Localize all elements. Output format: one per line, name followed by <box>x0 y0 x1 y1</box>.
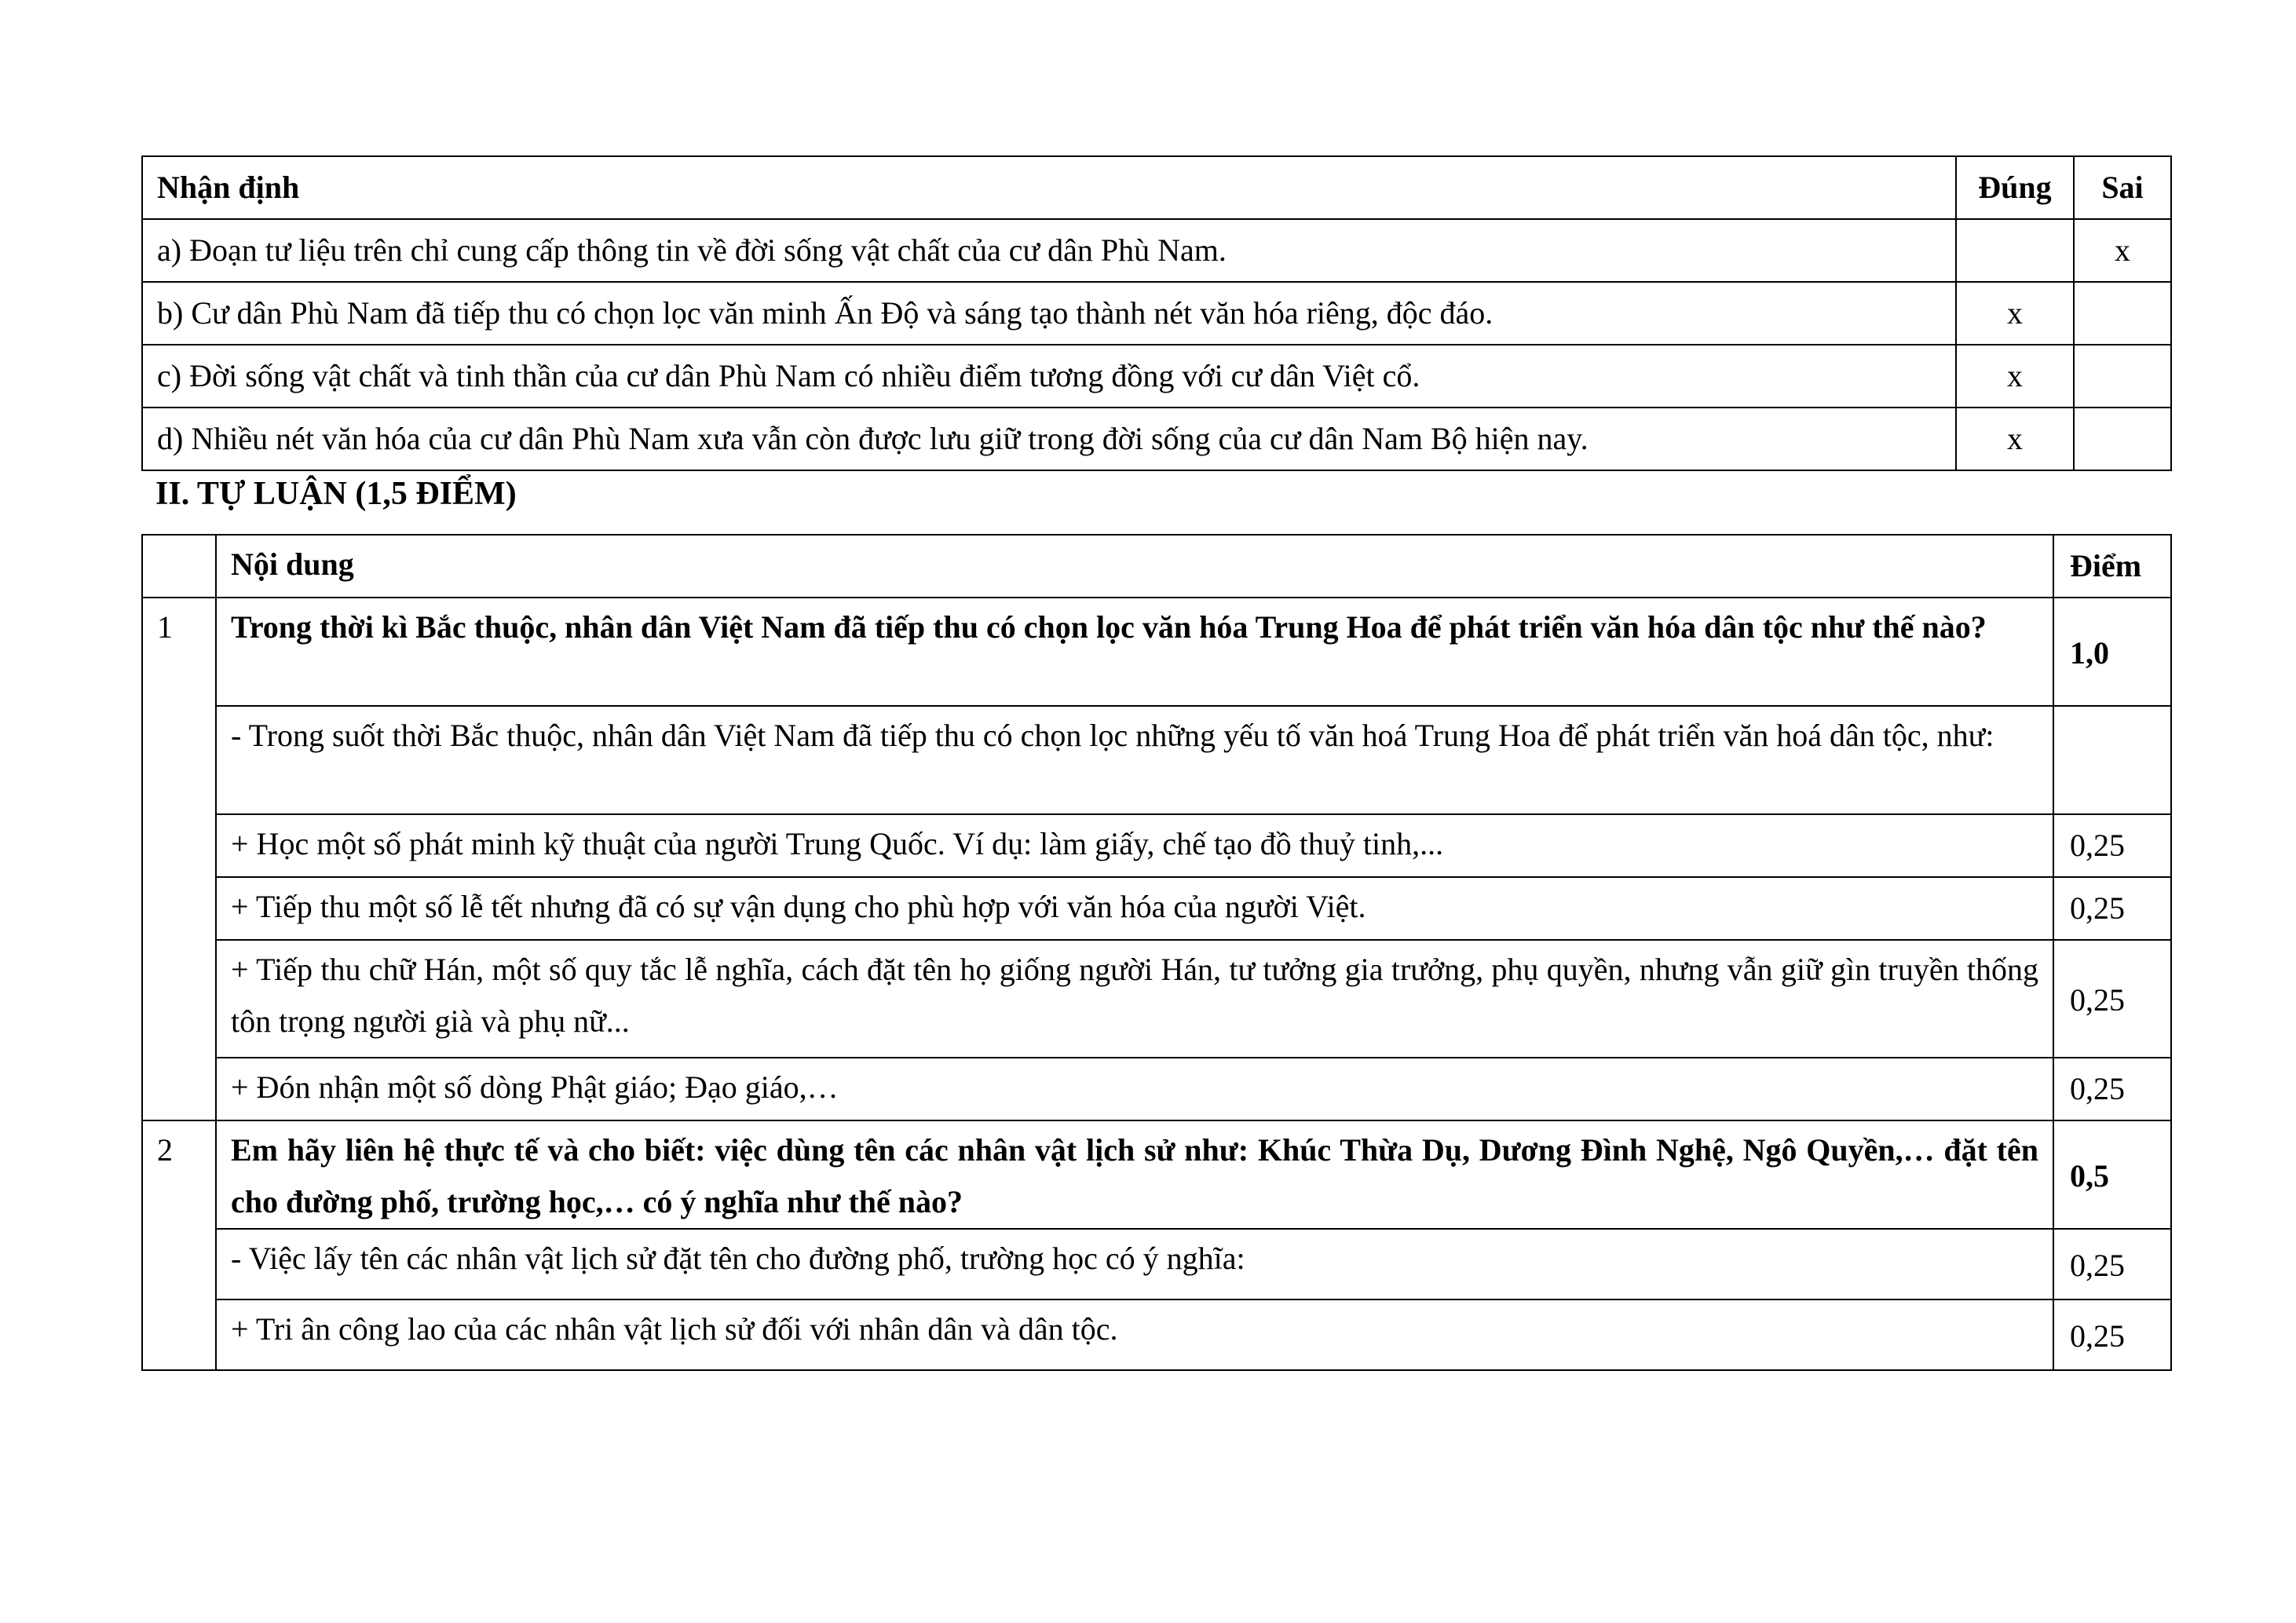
true-mark: x <box>1956 408 2074 470</box>
table-header-row <box>142 156 2171 219</box>
answer-text: + Tiếp thu chữ Hán, một số quy tắc lễ nghĩa, cách đặt tên họ giống người Hán, tư tưởng gia trưởng, phụ quyền, nhưng vẫn giữ gìn truyền thống tôn trọng người già và phụ nữ... <box>216 940 2053 1058</box>
answer-row <box>142 814 2171 877</box>
table-row <box>142 282 2171 345</box>
answer-row <box>142 1058 2171 1120</box>
section-title: II. TỰ LUẬN (1,5 ĐIỂM) <box>155 476 517 512</box>
answer-score: 0,25 <box>2053 1058 2171 1120</box>
statement-cell: b) Cư dân Phù Nam đã tiếp thu có chọn lọc văn minh Ấn Độ và sáng tạo thành nét văn hóa riêng, độc đáo. <box>142 282 1956 345</box>
question-text: Em hãy liên hệ thực tế và cho biết: việc dùng tên các nhân vật lịch sử như: Khúc Thừa Dụ, Dương Đình Nghệ, Ngô Quyền,… đặt tên cho đường phố, trường học,… có ý nghĩa như thế nào? <box>216 1120 2053 1229</box>
answer-score: 0,25 <box>2053 1229 2171 1299</box>
answer-score: 0,25 <box>2053 1299 2171 1370</box>
table-header-row <box>142 535 2171 598</box>
answer-text: - Trong suốt thời Bắc thuộc, nhân dân Việt Nam đã tiếp thu có chọn lọc những yếu tố văn hoá Trung Hoa để phát triển văn hoá dân tộc, như: <box>216 706 2053 814</box>
table-row <box>142 219 2171 282</box>
question-number: 1 <box>142 598 216 1120</box>
question-score: 1,0 <box>2053 598 2171 706</box>
answer-score: 0,25 <box>2053 877 2171 940</box>
statement-cell: a) Đoạn tư liệu trên chỉ cung cấp thông tin về đời sống vật chất của cư dân Phù Nam. <box>142 219 1956 282</box>
answer-score: 0,25 <box>2053 814 2171 877</box>
answer-score <box>2053 706 2171 814</box>
question-row <box>142 598 2171 706</box>
header-false: Sai <box>2074 156 2171 219</box>
header-true: Đúng <box>1956 156 2074 219</box>
false-mark <box>2074 408 2171 470</box>
table-row <box>142 408 2171 470</box>
table-row <box>142 345 2171 408</box>
question-score: 0,5 <box>2053 1120 2171 1229</box>
answer-row <box>142 1229 2171 1299</box>
header-content: Nội dung <box>216 535 2053 598</box>
false-mark: x <box>2074 219 2171 282</box>
false-mark <box>2074 282 2171 345</box>
answer-row <box>142 940 2171 1058</box>
statement-cell: c) Đời sống vật chất và tinh thần của cư dân Phù Nam có nhiều điểm tương đồng với cư dân Việt cổ. <box>142 345 1956 408</box>
true-mark <box>1956 219 2074 282</box>
answer-score: 0,25 <box>2053 940 2171 1058</box>
answer-row <box>142 1299 2171 1370</box>
false-mark <box>2074 345 2171 408</box>
answer-row <box>142 706 2171 814</box>
answer-text: + Tri ân công lao của các nhân vật lịch sử đối với nhân dân và dân tộc. <box>216 1299 2053 1370</box>
true-false-table <box>141 155 2172 471</box>
answer-text: + Tiếp thu một số lễ tết nhưng đã có sự vận dụng cho phù hợp với văn hóa của người Việt. <box>216 877 2053 940</box>
question-row <box>142 1120 2171 1229</box>
essay-table <box>141 534 2172 1371</box>
question-text: Trong thời kì Bắc thuộc, nhân dân Việt Nam đã tiếp thu có chọn lọc văn hóa Trung Hoa để phát triển văn hóa dân tộc như thế nào? <box>216 598 2053 706</box>
answer-text: - Việc lấy tên các nhân vật lịch sử đặt tên cho đường phố, trường học có ý nghĩa: <box>216 1229 2053 1299</box>
true-mark: x <box>1956 345 2074 408</box>
answer-row <box>142 877 2171 940</box>
question-number: 2 <box>142 1120 216 1370</box>
statement-cell: d) Nhiều nét văn hóa của cư dân Phù Nam xưa vẫn còn được lưu giữ trong đời sống của cư dân Nam Bộ hiện nay. <box>142 408 1956 470</box>
answer-text: + Học một số phát minh kỹ thuật của người Trung Quốc. Ví dụ: làm giấy, chế tạo đồ thuỷ tinh,... <box>216 814 2053 877</box>
header-score: Điểm <box>2053 535 2171 598</box>
header-number <box>142 535 216 598</box>
true-mark: x <box>1956 282 2074 345</box>
header-statement: Nhận định <box>142 156 1956 219</box>
answer-text: + Đón nhận một số dòng Phật giáo; Đạo giáo,… <box>216 1058 2053 1120</box>
